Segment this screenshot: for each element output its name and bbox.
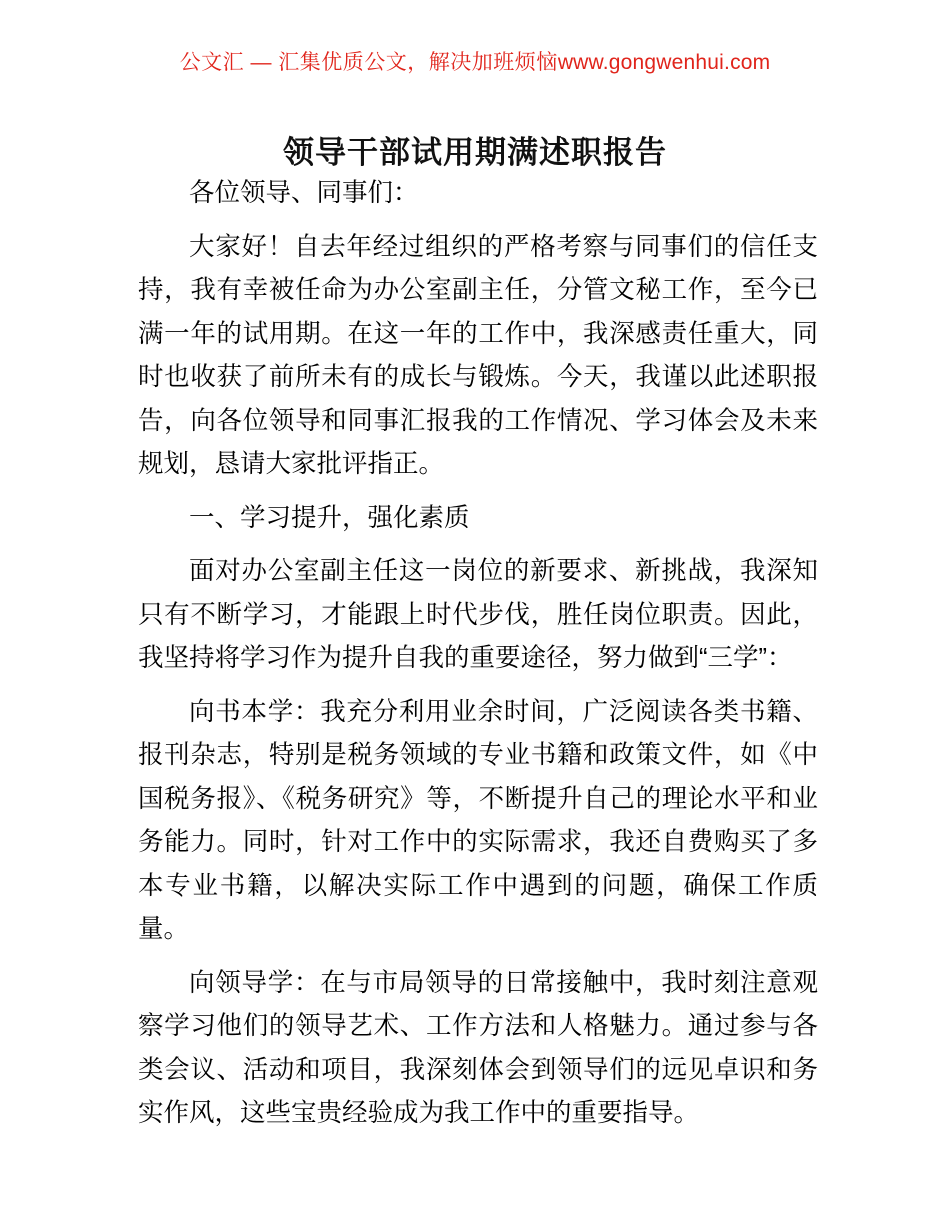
paragraph-salutation: 各位领导、同事们： [189, 179, 419, 207]
paragraph-opening: 大家好！自去年经过组织的严格考察与同事们的信任支持，我有幸被任命为办公室副主任，分管文秘工作，至今已满一年的试用期。在这一年的工作中，我深感责任重大，同时也收获了前所未有的成长与锻炼。今天，我谨以此述职报告，向各位领导和同事汇报我的工作情况、学习体会及未来规划，恳请大家批评指正。 [138, 232, 818, 478]
paragraph-section-1-intro: 面对办公室副主任这一岗位的新要求、新挑战，我深知只有不断学习，才能跟上时代步伐，胜任岗位职责。因此，我坚持将学习作为提升自我的重要途径，努力做到“三学”： [138, 557, 818, 672]
paragraph-learn-from-leaders: 向领导学：在与市局领导的日常接触中，我时刻注意观察学习他们的领导艺术、工作方法和人格魅力。通过参与各类会议、活动和项目，我深刻体会到领导们的远见卓识和务实作风，这些宝贵经验成为我工作中的重要指导。 [138, 968, 818, 1127]
site-watermark-header [0, 52, 950, 73]
site-brand-url: www.gongwenhui.com [557, 51, 771, 74]
document-body [138, 172, 818, 1146]
section-heading-1: 一、学习提升，强化素质 [189, 503, 470, 532]
paragraph-learn-from-books: 向书本学：我充分利用业余时间，广泛阅读各类书籍、报刊杂志，特别是税务领域的专业书籍和政策文件，如《中国税务报》、《税务研究》等，不断提升自己的理论水平和业务能力。同时，针对工作中的实际需求，我还自费购买了多本专业书籍，以解决实际工作中遇到的问题，确保工作质量。 [138, 697, 818, 943]
document-title: 领导干部试用期满述职报告 [283, 134, 667, 170]
site-brand-text: 公文汇 — 汇集优质公文，解决加班烦恼 [179, 51, 558, 74]
